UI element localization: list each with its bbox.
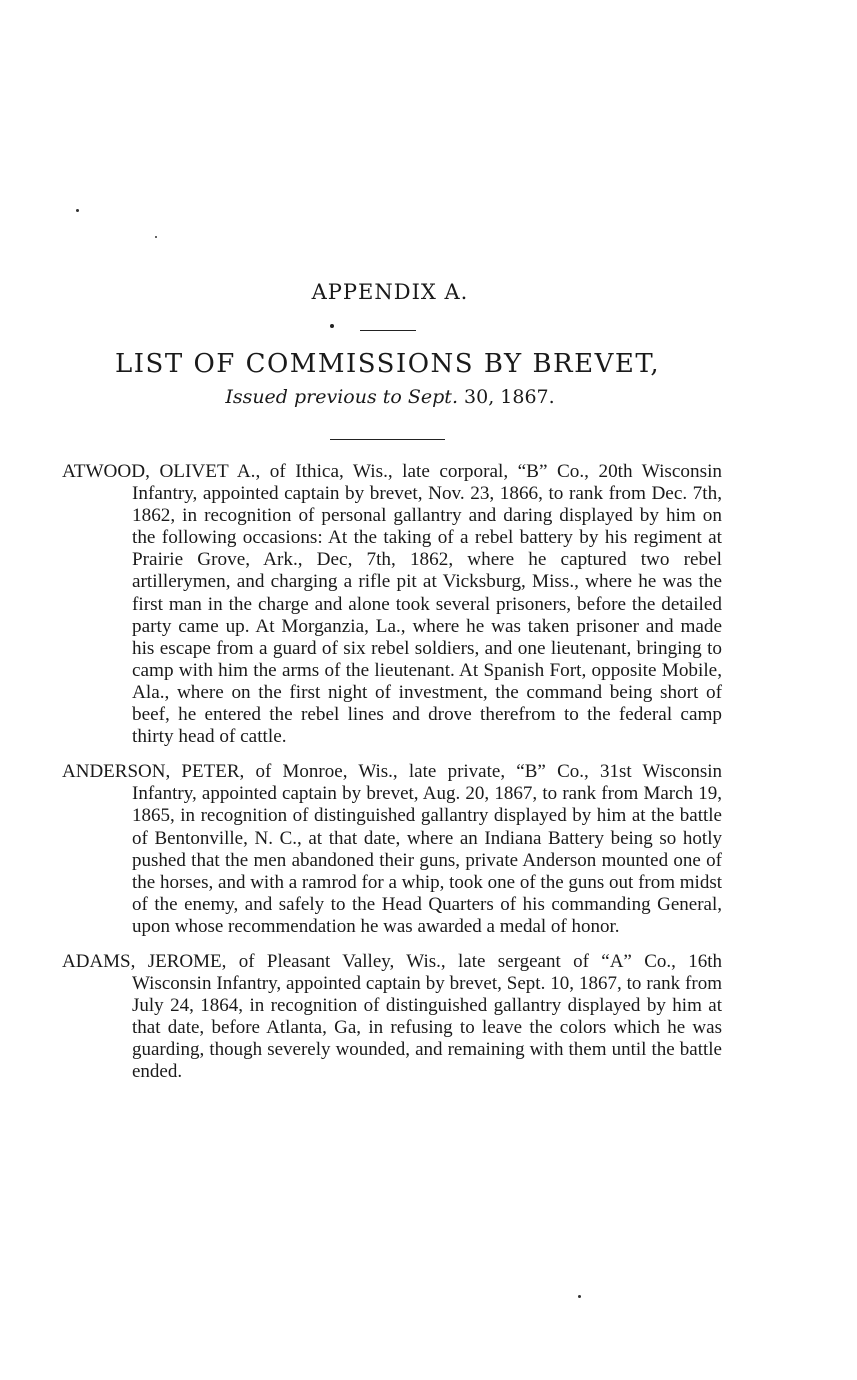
- issued-subtitle-date: 30, 1867.: [457, 386, 555, 408]
- scan-speck: [578, 1295, 581, 1298]
- short-divider-rule: [360, 330, 416, 331]
- scan-speck: [76, 209, 79, 212]
- issued-subtitle: [0, 386, 780, 408]
- entry-anderson: ANDERSON, PETER, of Monroe, Wis., late private, “B” Co., 31st Wisconsin Infantry, appointed captain by brevet, Aug. 20, 1867, to rank from March 19, 1865, in recognition of distinguished gallantry displayed by him at the battle of Bentonville, N. C., at that date, where an Indiana Battery being so hotly pushed that the men abandoned their guns, private Anderson mounted one of the horses, and with a ramrod for a whip, took one of the guns out from midst of the enemy, and safely to the Head Quarters of his commanding General, upon whose recommendation he was awarded a medal of honor.: [62, 761, 722, 937]
- ornament-dot: [330, 324, 334, 328]
- scan-speck: [155, 236, 157, 238]
- list-title: LIST OF COMMISSIONS BY BREVET,: [115, 349, 661, 379]
- entry-atwood: ATWOOD, OLIVET A., of Ithica, Wis., late corporal, “B” Co., 20th Wisconsin Infantry, appointed captain by brevet, Nov. 23, 1866, to rank from Dec. 7th, 1862, in recognition of personal gallantry and daring displayed by him on the following occasions: At the taking of a rebel battery by his regiment at Prairie Grove, Ark., Dec, 7th, 1862, where he captured two rebel artillerymen, and charging a rifle pit at Vicksburg, Miss., where he was the first man in the charge and alone took several prisoners, before the detailed party came up. At Morganzia, La., where he was taken prisoner and made his escape from a guard of six rebel soldiers, and one lieutenant, bringing to camp with him the arms of the lieutenant. At Spanish Fort, opposite Mobile, Ala., where on the first night of investment, the command being short of beef, he entered the rebel lines and drove therefrom to the federal camp thirty head of cattle.: [62, 461, 722, 748]
- brevet-entries-list: [62, 461, 722, 1097]
- issued-subtitle-italic: Issued previous to Sept.: [225, 386, 458, 408]
- entry-adams: ADAMS, JEROME, of Pleasant Valley, Wis., late sergeant of “A” Co., 16th Wisconsin Infantry, appointed captain by brevet, Sept. 10, 1867, to rank from July 24, 1864, in recognition of distinguished gallantry displayed by him at that date, before Atlanta, Ga, in refusing to leave the colors which he was guarding, though severely wounded, and remaining with them until the battle ended.: [62, 950, 722, 1083]
- long-divider-rule: [330, 439, 445, 440]
- appendix-heading: APPENDIX A.: [311, 280, 469, 304]
